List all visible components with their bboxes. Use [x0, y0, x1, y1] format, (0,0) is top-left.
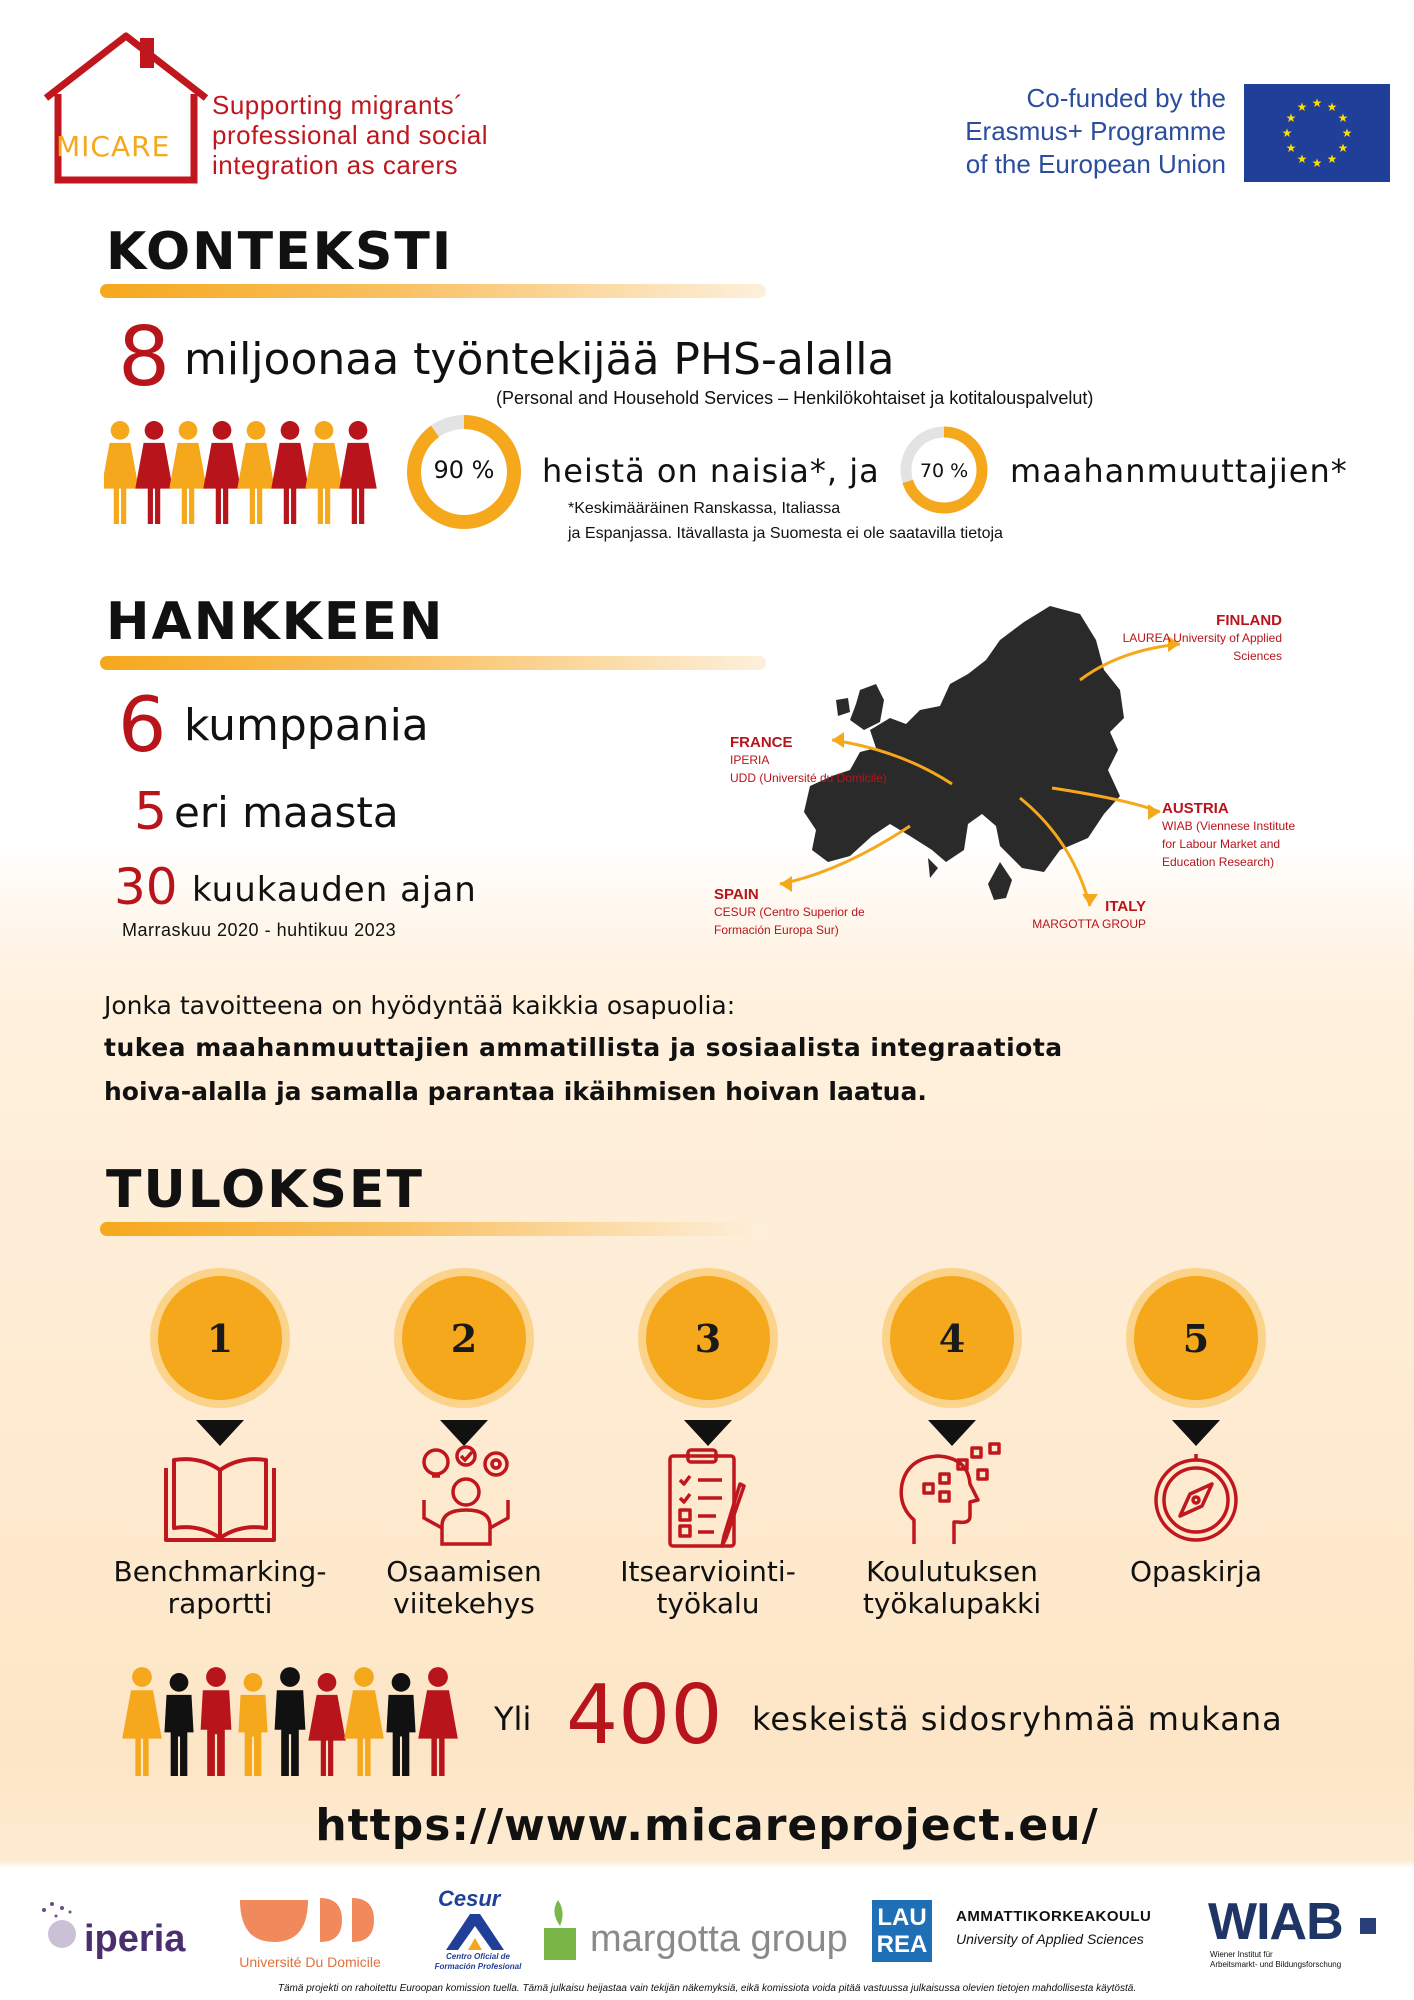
- eu-star-icon: ★: [1311, 96, 1323, 110]
- map-label-line: CESUR (Centro Superior de: [714, 905, 865, 919]
- down-arrow-icon: [196, 1420, 244, 1446]
- footnote-line: ja Espanjassa. Itävallasta ja Suomesta ei ole saatavilla tietoja: [568, 525, 1003, 542]
- result-number-circle: 3: [638, 1268, 778, 1408]
- laurea-logo-text: [872, 1904, 932, 1958]
- laurea-caption-line: AMMATTIKORKEAKOULU: [956, 1908, 1152, 1925]
- map-label-italy: [1006, 898, 1146, 933]
- countries-text: eri maasta: [174, 788, 399, 837]
- skills-person-icon: [414, 1444, 518, 1550]
- disclaimer: Tämä projekti on rahoitettu Euroopan komission tuella. Tämä julkaisu heijastaa vain tekijän näkemyksiä, eikä komissiota voida pitää vastuussa julkaisussa olevien tietojen mahdollisesta käytöstä.: [277, 1983, 1137, 1994]
- cesur-subtitle-line: Formación Profesional: [434, 1962, 522, 1971]
- map-label-austria: [1162, 800, 1322, 871]
- map-label-line: for Labour Market and: [1162, 837, 1281, 851]
- eu-star-icon: ★: [1326, 151, 1338, 166]
- partners-text: kumppania: [184, 700, 429, 751]
- udd-logo: [230, 1892, 390, 1976]
- eu-star-icon: ★: [1296, 151, 1308, 166]
- eu-text-line: Erasmus+ Programme: [965, 116, 1226, 146]
- wiab-logo: [1208, 1892, 1384, 1972]
- book-icon: [160, 1450, 280, 1546]
- eu-flag-icon: [1244, 84, 1390, 182]
- result-label-line: Opaskirja: [1129, 1555, 1262, 1588]
- migrants-text: maahanmuuttajien*: [1010, 452, 1348, 490]
- result-label-line: viitekehys: [393, 1587, 535, 1620]
- result-label-line: Koulutuksen: [866, 1555, 1038, 1588]
- eu-star-icon: ★: [1285, 141, 1297, 155]
- map-label-title: AUSTRIA: [1162, 800, 1229, 817]
- result-label-line: työkalu: [656, 1587, 760, 1620]
- person-icon: [271, 421, 308, 524]
- laurea-logo-box: [872, 1900, 932, 1962]
- months-number: 30: [114, 858, 178, 916]
- tagline: [212, 90, 572, 180]
- stakeholders-number: 400: [566, 1668, 723, 1763]
- person-icon: [344, 1667, 384, 1776]
- eu-cofunded-text: [880, 82, 1226, 181]
- cesur-logo-text: Cesur: [438, 1886, 501, 1911]
- laurea-caption-line: University of Applied Sciences: [956, 1931, 1144, 1947]
- result-label: [110, 1556, 330, 1620]
- map-label-france: [730, 734, 930, 787]
- section-underline: [100, 656, 766, 670]
- result-label: [1086, 1556, 1306, 1588]
- person-icon: [305, 421, 342, 524]
- result-number-circle: 4: [882, 1268, 1022, 1408]
- map-label-line: Education Research): [1162, 855, 1275, 869]
- goal-line: tukea maahanmuuttajien ammatillista ja sosiaalista integraatiota: [104, 1033, 1063, 1062]
- eu-star-icon: ★: [1296, 100, 1308, 115]
- udd-logo-text: Université Du Domicile: [239, 1954, 381, 1970]
- person-icon: [238, 1673, 267, 1776]
- person-icon: [104, 421, 139, 524]
- eu-star-icon: ★: [1311, 156, 1323, 170]
- eu-text-line: Co-funded by the: [1026, 83, 1226, 113]
- map-label-finland: [1112, 612, 1282, 665]
- eu-star-icon: ★: [1337, 111, 1349, 125]
- women-percent-label: 90 %: [433, 456, 495, 484]
- tagline-line: professional and social: [212, 120, 488, 150]
- person-icon: [201, 1667, 232, 1776]
- countries-number: 5: [134, 782, 168, 842]
- person-icon: [275, 1667, 306, 1776]
- down-arrow-icon: [684, 1420, 732, 1446]
- stakeholders-prefix: Yli: [494, 1700, 532, 1738]
- result-number-circle: 2: [394, 1268, 534, 1408]
- eu-star-icon: ★: [1285, 111, 1297, 125]
- footnote: [568, 496, 1003, 546]
- months-text: kuukauden ajan: [192, 870, 477, 910]
- workers-text: miljoonaa työntekijää PHS-alalla: [184, 334, 895, 385]
- laurea-logo-line: LAU: [877, 1904, 927, 1931]
- person-icon: [164, 1673, 193, 1776]
- women-people-icon: [104, 420, 380, 524]
- margotta-logo: [544, 1896, 860, 1966]
- result-number-circle: 1: [150, 1268, 290, 1408]
- eu-text-line: of the European Union: [965, 149, 1226, 179]
- eu-star-icon: ★: [1337, 141, 1349, 155]
- result-label: [354, 1556, 574, 1620]
- workers-number: 8: [118, 310, 171, 405]
- map-label-spain: [714, 886, 914, 939]
- result-label-line: Osaamisen: [386, 1555, 542, 1588]
- margotta-plant-icon: [544, 1896, 576, 1960]
- cesur-subtitle-line: Centro Oficial de: [445, 1952, 510, 1961]
- result-label-line: työkalupakki: [862, 1587, 1042, 1620]
- person-icon: [135, 421, 172, 524]
- iperia-logo-text: iperia: [84, 1918, 186, 1960]
- goal-line: hoiva-alalla ja samalla parantaa ikäihmisen hoivan laatua.: [104, 1077, 927, 1106]
- eu-star-icon: ★: [1326, 100, 1338, 115]
- result-number-circle: 5: [1126, 1268, 1266, 1408]
- person-icon: [237, 421, 274, 524]
- result-label-line: raportti: [167, 1587, 273, 1620]
- laurea-logo-line: REA: [876, 1931, 928, 1958]
- down-arrow-icon: [1172, 1420, 1220, 1446]
- micare-house-logo: [36, 28, 216, 188]
- result-label: [598, 1556, 818, 1620]
- laurea-logo-caption: [956, 1908, 1176, 1947]
- wiab-logo-text: WIAB: [1208, 1893, 1343, 1951]
- result-label-line: Benchmarking-: [113, 1555, 327, 1588]
- iperia-dandelion-icon: [36, 1900, 90, 1956]
- tagline-line: Supporting migrants´: [212, 90, 464, 120]
- person-icon: [339, 421, 376, 524]
- partners-number: 6: [118, 680, 167, 769]
- stakeholders-people-icon: [122, 1666, 472, 1784]
- migrants-percent-label: 70 %: [919, 460, 969, 482]
- section-underline: [100, 284, 766, 298]
- map-label-title: ITALY: [1105, 898, 1146, 915]
- women-text: heistä on naisia*, ja: [542, 452, 880, 490]
- margotta-logo-text: margotta group: [590, 1918, 848, 1960]
- checklist-icon: [666, 1446, 752, 1552]
- footnote-line: *Keskimääräinen Ranskassa, Italiassa: [568, 500, 841, 517]
- tagline-line: integration as carers: [212, 150, 459, 180]
- project-period: Marraskuu 2020 - huhtikuu 2023: [122, 920, 397, 940]
- section-underline: [100, 1222, 766, 1236]
- section-title-hankkeen: HANKKEEN: [106, 592, 445, 652]
- map-label-title: SPAIN: [714, 886, 759, 903]
- wiab-square-icon: [1360, 1918, 1376, 1934]
- cesur-logo: [428, 1886, 528, 1976]
- result-label: [842, 1556, 1062, 1620]
- wiab-subtitle-line: Wiener Institut für: [1210, 1950, 1273, 1959]
- iperia-logo: [36, 1900, 206, 1960]
- map-label-line: Formación Europa Sur): [714, 923, 839, 937]
- cesur-a-icon: [440, 1912, 510, 1952]
- eu-star-icon: ★: [1281, 126, 1293, 140]
- udd-shapes-icon: [236, 1892, 386, 1948]
- micare-logo-text: MICARE: [56, 130, 171, 163]
- map-label-line: WIAB (Viennese Institute: [1162, 819, 1296, 833]
- person-icon: [418, 1667, 458, 1776]
- compass-icon: [1148, 1450, 1244, 1546]
- wiab-subtitle-line: Arbeitsmarkt- und Bildungsforschung: [1210, 1960, 1342, 1969]
- person-icon: [386, 1673, 415, 1776]
- cesur-subtitle: [428, 1952, 528, 1972]
- down-arrow-icon: [440, 1420, 488, 1446]
- map-label-line: UDD (Université du Domicile): [730, 771, 887, 785]
- section-title-tulokset: TULOKSET: [106, 1160, 424, 1220]
- wiab-subtitle: [1210, 1950, 1341, 1970]
- project-url-link[interactable]: https://www.micareproject.eu/: [315, 1800, 1099, 1851]
- person-icon: [203, 421, 240, 524]
- eu-star-icon: ★: [1341, 126, 1353, 140]
- map-label-line: Sciences: [1233, 649, 1282, 663]
- stakeholders-text: keskeistä sidosryhmää mukana: [752, 1700, 1283, 1738]
- head-learning-icon: [894, 1440, 1014, 1550]
- map-label-title: FINLAND: [1216, 612, 1282, 629]
- map-label-title: FRANCE: [730, 734, 793, 751]
- map-label-line: IPERIA: [730, 753, 770, 767]
- person-icon: [169, 421, 206, 524]
- map-label-line: LAUREA University of Applied: [1122, 631, 1282, 645]
- map-label-line: MARGOTTA GROUP: [1032, 917, 1146, 931]
- result-label-line: Itsearviointi-: [620, 1555, 796, 1588]
- person-icon: [308, 1673, 345, 1776]
- goal-intro: Jonka tavoitteena on hyödyntää kaikkia osapuolia:: [104, 991, 736, 1020]
- phs-note: (Personal and Household Services – Henkilökohtaiset ja kotitalouspalvelut): [496, 388, 1094, 408]
- person-icon: [122, 1667, 162, 1776]
- section-title-konteksti: KONTEKSTI: [106, 222, 454, 282]
